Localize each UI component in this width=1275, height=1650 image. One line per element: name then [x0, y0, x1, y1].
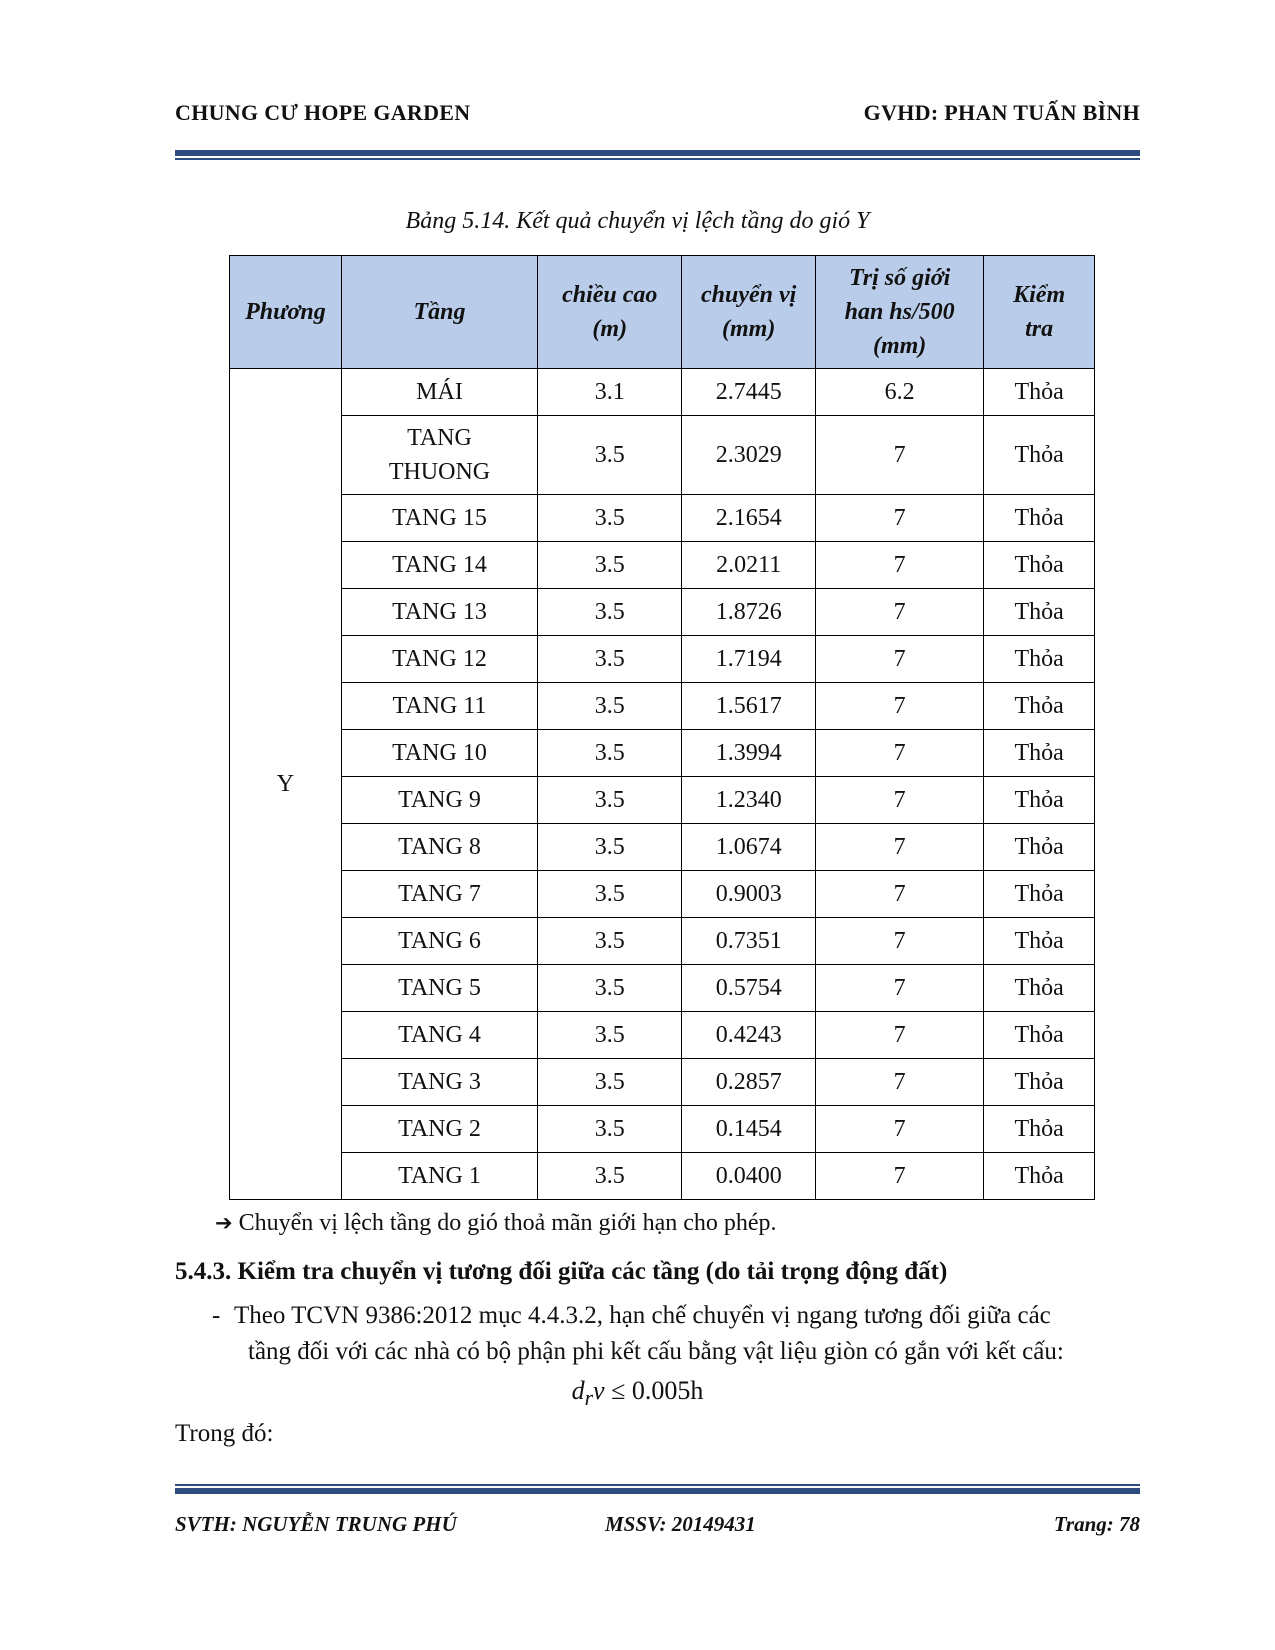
floor-cell: TANG 2: [341, 1106, 537, 1153]
limit-cell: 7: [816, 1106, 984, 1153]
displacement-cell: 1.5617: [682, 683, 816, 730]
displacement-cell: 0.1454: [682, 1106, 816, 1153]
header-kiem-tra: Kiểm tra: [984, 256, 1095, 369]
displacement-cell: 2.7445: [682, 369, 816, 416]
height-cell: 3.5: [538, 416, 682, 495]
check-cell: Thỏa: [984, 777, 1095, 824]
height-cell: 3.5: [538, 965, 682, 1012]
check-cell: Thỏa: [984, 495, 1095, 542]
check-cell: Thỏa: [984, 1059, 1095, 1106]
limit-cell: 7: [816, 542, 984, 589]
displacement-cell: 0.9003: [682, 871, 816, 918]
floor-cell: TANG 8: [341, 824, 537, 871]
height-cell: 3.5: [538, 636, 682, 683]
limit-cell: 6.2: [816, 369, 984, 416]
student-id: MSSV: 20149431: [605, 1512, 756, 1536]
table-row: [230, 589, 1095, 636]
displacement-cell: 2.3029: [682, 416, 816, 495]
height-cell: 3.5: [538, 1106, 682, 1153]
floor-cell: TANG 3: [341, 1059, 537, 1106]
table-row: [230, 871, 1095, 918]
limit-cell: 7: [816, 965, 984, 1012]
height-cell: 3.5: [538, 542, 682, 589]
header-tang: Tầng: [341, 256, 537, 369]
height-cell: 3.5: [538, 871, 682, 918]
paragraph-line-1: Theo TCVN 9386:2012 mục 4.4.3.2, hạn chế chuyển vị ngang tương đối giữa các: [234, 1302, 1051, 1329]
height-cell: 3.1: [538, 369, 682, 416]
table-row: [230, 730, 1095, 777]
floor-cell: TANG 12: [341, 636, 537, 683]
floor-cell: TANG 14: [341, 542, 537, 589]
limit-cell: 7: [816, 918, 984, 965]
floor-cell: TANG 5: [341, 965, 537, 1012]
floor-cell: TANG 6: [341, 918, 537, 965]
check-cell: Thỏa: [984, 730, 1095, 777]
formula-rest: ≤ 0.005h: [604, 1376, 704, 1405]
table-row: [230, 1153, 1095, 1200]
direction-cell: Y: [230, 369, 342, 1200]
displacement-cell: 2.1654: [682, 495, 816, 542]
height-cell: 3.5: [538, 683, 682, 730]
height-cell: 3.5: [538, 1059, 682, 1106]
floor-cell: MÁI: [341, 369, 537, 416]
formula: [0, 1376, 1275, 1411]
displacement-cell: 1.2340: [682, 777, 816, 824]
table-row: [230, 636, 1095, 683]
drift-table: [229, 255, 1095, 1200]
formula-d: d: [571, 1376, 585, 1405]
header-chieu-cao: chiều cao (m): [538, 256, 682, 369]
check-cell: Thỏa: [984, 416, 1095, 495]
page-footer: [175, 1512, 1140, 1542]
floor-cell: TANG 1: [341, 1153, 537, 1200]
project-title: CHUNG CƯ HOPE GARDEN: [175, 100, 471, 125]
student-name: SVTH: NGUYỄN TRUNG PHÚ: [175, 1512, 457, 1536]
table-row: [230, 1012, 1095, 1059]
limit-cell: 7: [816, 871, 984, 918]
height-cell: 3.5: [538, 918, 682, 965]
table-row: [230, 683, 1095, 730]
table-row: [230, 495, 1095, 542]
limit-cell: 7: [816, 589, 984, 636]
check-cell: Thỏa: [984, 824, 1095, 871]
floor-cell: TANG 10: [341, 730, 537, 777]
check-cell: Thỏa: [984, 542, 1095, 589]
paragraph: [212, 1298, 1132, 1370]
table-caption: Bảng 5.14. Kết quả chuyển vị lệch tầng do gió Y: [405, 208, 870, 234]
supervisor: GVHD: PHAN TUẤN BÌNH: [863, 100, 1140, 125]
limit-cell: 7: [816, 416, 984, 495]
table-row: [230, 918, 1095, 965]
formula-sub: r: [584, 1386, 594, 1411]
check-cell: Thỏa: [984, 1106, 1095, 1153]
displacement-cell: 0.5754: [682, 965, 816, 1012]
conclusion-line: [215, 1210, 777, 1237]
paragraph-line-2: tầng đối với các nhà có bộ phận phi kết cấu bằng vật liệu giòn có gắn với kết cấu:: [248, 1338, 1064, 1365]
floor-cell: TANG 9: [341, 777, 537, 824]
limit-cell: 7: [816, 1059, 984, 1106]
header-chuyen-vi: chuyển vị (mm): [682, 256, 816, 369]
limit-cell: 7: [816, 1153, 984, 1200]
displacement-cell: 0.4243: [682, 1012, 816, 1059]
floor-cell: TANG THUONG: [341, 416, 537, 495]
floor-cell: TANG 7: [341, 871, 537, 918]
height-cell: 3.5: [538, 495, 682, 542]
table-row: [230, 1106, 1095, 1153]
right-arrow-icon: ➔: [215, 1211, 233, 1235]
table-row: [230, 1059, 1095, 1106]
limit-cell: 7: [816, 495, 984, 542]
displacement-cell: 1.0674: [682, 824, 816, 871]
table-row: [230, 369, 1095, 416]
floor-cell: TANG 15: [341, 495, 537, 542]
limit-cell: 7: [816, 777, 984, 824]
floor-cell: TANG 4: [341, 1012, 537, 1059]
trong-do: Trong đó:: [175, 1420, 274, 1447]
check-cell: Thỏa: [984, 589, 1095, 636]
displacement-cell: 1.8726: [682, 589, 816, 636]
table-row: [230, 542, 1095, 589]
table-row: [230, 416, 1095, 495]
displacement-cell: 0.7351: [682, 918, 816, 965]
height-cell: 3.5: [538, 730, 682, 777]
list-dash: -: [212, 1302, 221, 1329]
check-cell: Thỏa: [984, 369, 1095, 416]
header-gioi-han: Trị số giới han hs/500 (mm): [816, 256, 984, 369]
section-heading: 5.4.3. Kiểm tra chuyển vị tương đối giữa các tầng (do tải trọng động đất): [175, 1258, 948, 1285]
check-cell: Thỏa: [984, 918, 1095, 965]
limit-cell: 7: [816, 636, 984, 683]
limit-cell: 7: [816, 683, 984, 730]
table-row: [230, 965, 1095, 1012]
displacement-cell: 1.7194: [682, 636, 816, 683]
limit-cell: 7: [816, 1012, 984, 1059]
height-cell: 3.5: [538, 1012, 682, 1059]
check-cell: Thỏa: [984, 1012, 1095, 1059]
page-header: [175, 100, 1140, 140]
header-rule: [175, 150, 1140, 160]
displacement-cell: 0.2857: [682, 1059, 816, 1106]
check-cell: Thỏa: [984, 1153, 1095, 1200]
footer-rule: [175, 1484, 1140, 1494]
check-cell: Thỏa: [984, 871, 1095, 918]
height-cell: 3.5: [538, 777, 682, 824]
conclusion-text: Chuyển vị lệch tầng do gió thoả mãn giới hạn cho phép.: [238, 1210, 777, 1236]
page-number: Trang: 78: [1053, 1512, 1140, 1536]
table-row: [230, 777, 1095, 824]
displacement-cell: 0.0400: [682, 1153, 816, 1200]
table-row: [230, 824, 1095, 871]
check-cell: Thỏa: [984, 683, 1095, 730]
displacement-cell: 2.0211: [682, 542, 816, 589]
floor-cell: TANG 11: [341, 683, 537, 730]
height-cell: 3.5: [538, 824, 682, 871]
floor-cell: TANG 13: [341, 589, 537, 636]
check-cell: Thỏa: [984, 636, 1095, 683]
displacement-cell: 1.3994: [682, 730, 816, 777]
limit-cell: 7: [816, 824, 984, 871]
height-cell: 3.5: [538, 589, 682, 636]
check-cell: Thỏa: [984, 965, 1095, 1012]
formula-nu: ν: [593, 1376, 605, 1405]
header-phuong: Phương: [230, 256, 342, 369]
limit-cell: 7: [816, 730, 984, 777]
table-header-row: [230, 256, 1095, 369]
height-cell: 3.5: [538, 1153, 682, 1200]
